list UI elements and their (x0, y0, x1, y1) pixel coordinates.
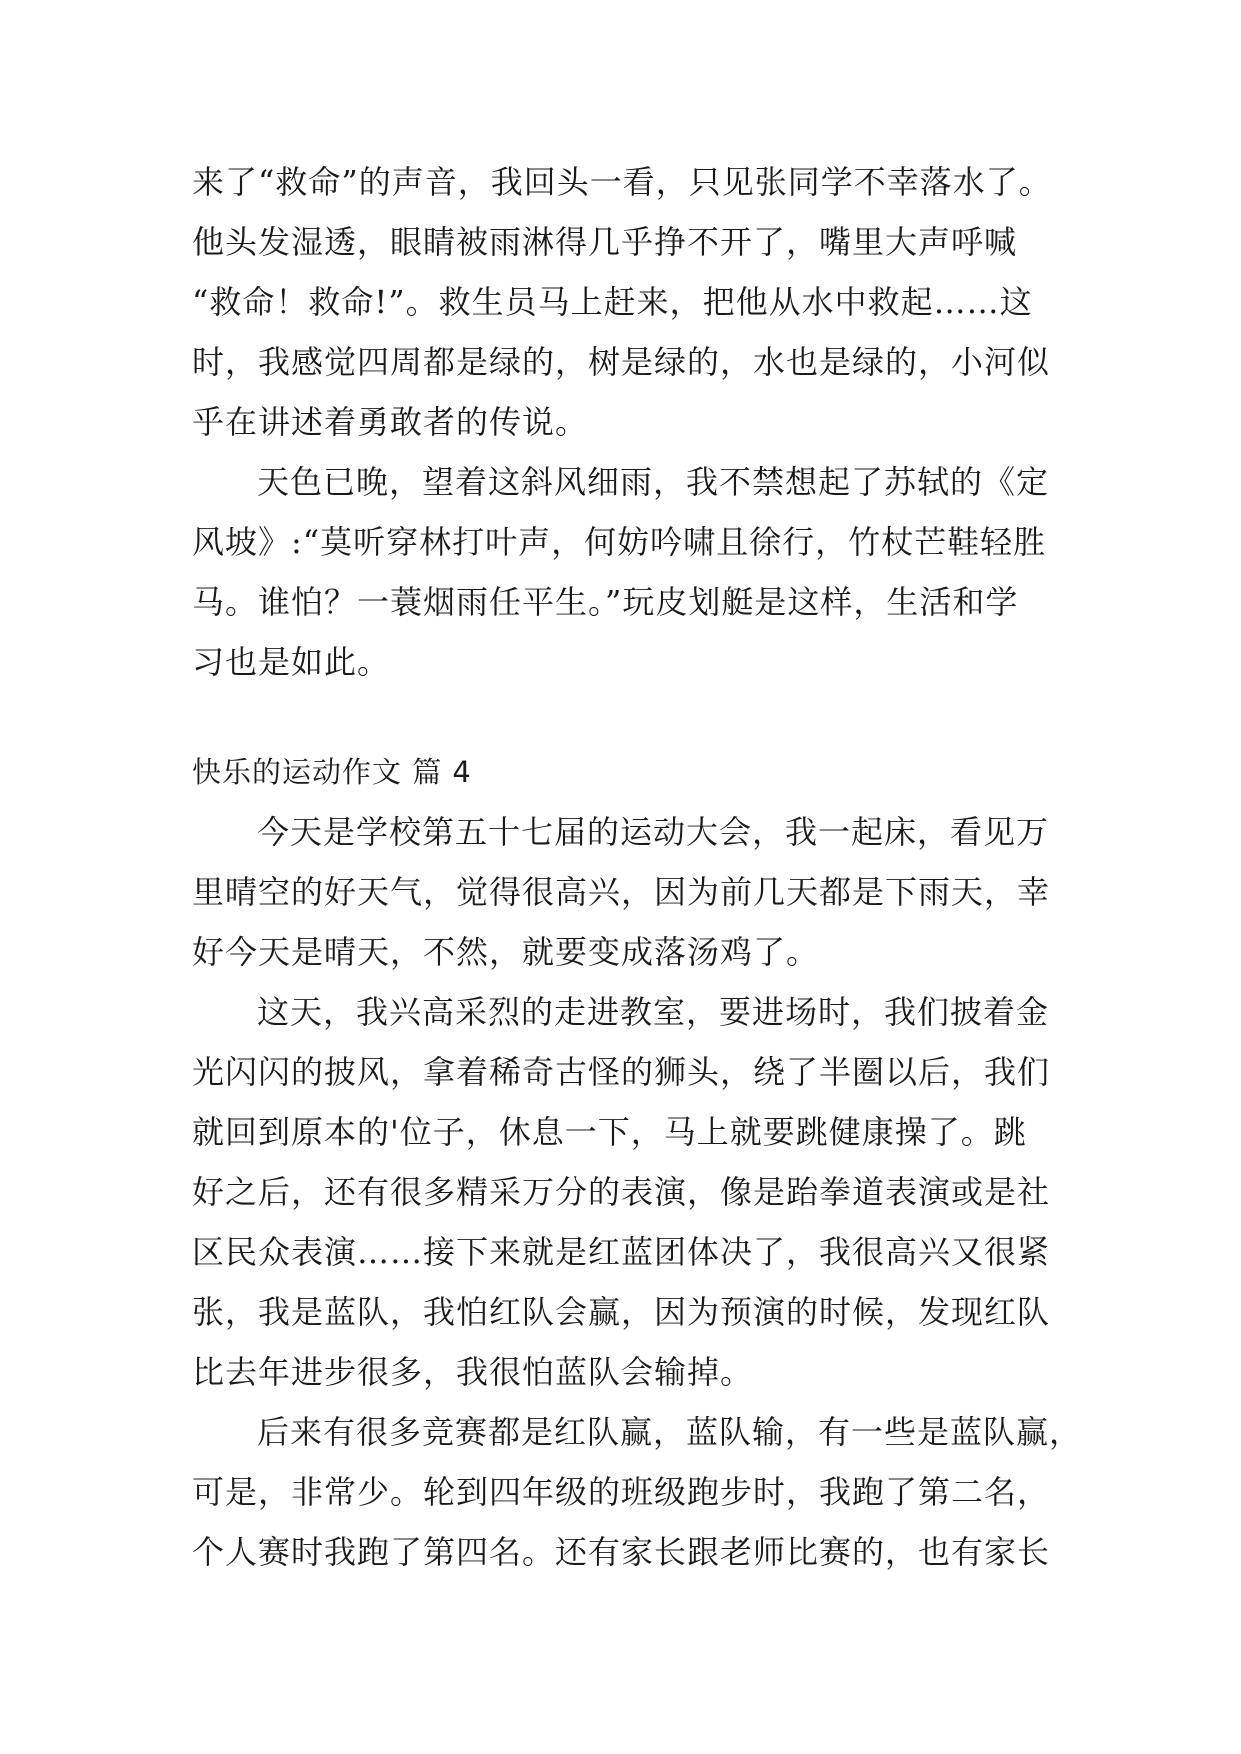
paragraph-line: 后来有很多竞赛都是红队赢，蓝队输，有一些是蓝队赢， (257, 1413, 1083, 1451)
paragraph-line: 个人赛时我跑了第四名。还有家长跟老师比赛的，也有家长 (192, 1533, 1051, 1571)
paragraph-line: 马。谁怕？一蓑烟雨任平生。”玩皮划艇是这样，生活和学 (192, 583, 1019, 621)
paragraph-line: 风坡》:“莫听穿林打叶声，何妨吟啸且徐行，竹杖芒鞋轻胜 (192, 523, 1047, 561)
paragraph-line: 天色已晚，望着这斜风细雨，我不禁想起了苏轼的《定 (257, 463, 1050, 501)
paragraph-line: 今天是学校第五十七届的运动大会，我一起床，看见万 (257, 813, 1050, 851)
paragraph-line: 乎在讲述着勇敢者的传说。 (192, 403, 589, 441)
paragraph-line: 好今天是晴天，不然，就要变成落汤鸡了。 (192, 933, 820, 971)
paragraph-line: 习也是如此。 (192, 643, 391, 681)
paragraph-line: 可是，非常少。轮到四年级的班级跑步时，我跑了第二名， (192, 1473, 1051, 1511)
paragraph-line: 比去年进步很多，我很怕蓝队会输掉。 (192, 1353, 754, 1391)
paragraph-line: 张，我是蓝队，我怕红队会赢，因为预演的时候，发现红队 (192, 1293, 1051, 1331)
paragraph-line: 里晴空的好天气，觉得很高兴，因为前几天都是下雨天，幸 (192, 873, 1051, 911)
paragraph-line: 好之后，还有很多精采万分的表演，像是跆拳道表演或是社 (192, 1173, 1051, 1211)
paragraph-line: 来了“救命”的声音，我回头一看，只见张同学不幸落水了。 (192, 163, 1052, 201)
paragraph-line: 他头发湿透，眼睛被雨淋得几乎挣不开了，嘴里大声呼喊 (192, 223, 1018, 261)
paragraph-line: 就回到原本的'位子，休息一下，马上就要跳健康操了。跳 (192, 1113, 1027, 1151)
paragraph-line: 光闪闪的披风，拿着稀奇古怪的狮头，绕了半圈以后，我们 (192, 1053, 1051, 1091)
paragraph-line: “救命！救命!”。救生员马上赶来，把他从水中救起……这 (192, 283, 1033, 321)
paragraph-line: 时，我感觉四周都是绿的，树是绿的，水也是绿的，小河似 (192, 343, 1051, 381)
section-heading: 快乐的运动作文 篇 4 (192, 755, 472, 789)
paragraph-line: 区民众表演……接下来就是红蓝团体决了，我很高兴又很紧 (192, 1233, 1051, 1271)
paragraph-line: 这天，我兴高采烈的走进教室，要进场时，我们披着金 (257, 993, 1050, 1031)
